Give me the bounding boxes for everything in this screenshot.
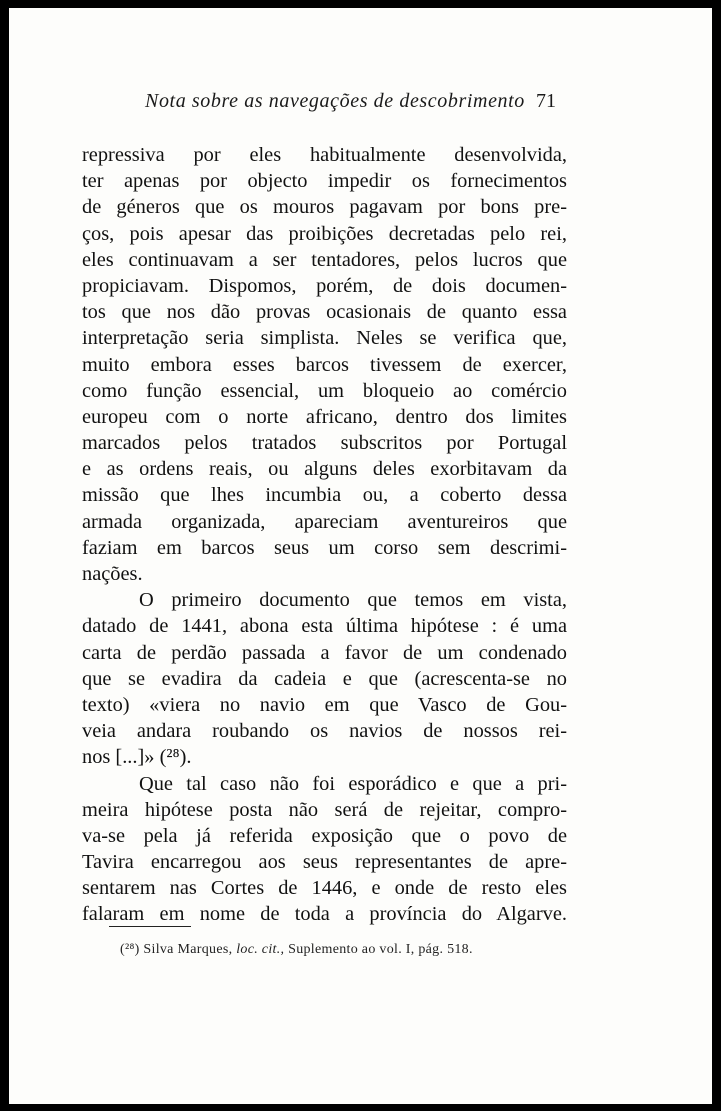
text-line: tos que nos dão provas ocasionais de quanto essa xyxy=(82,301,567,324)
text-line: e as ordens reais, ou alguns deles exorbitavam da xyxy=(82,458,567,481)
footnote-reference: Suplemento ao vol. I, pág. 518. xyxy=(288,942,473,957)
text-line: de géneros que os mouros pagavam por bons pre- xyxy=(82,196,567,219)
text-line: falaram em nome de toda a província do Algarve. xyxy=(82,903,567,926)
running-header xyxy=(9,90,712,120)
text-line: eles continuavam a ser tentadores, pelos lucros que xyxy=(82,248,567,271)
text-line: va-se pela já referida exposição que o povo de xyxy=(82,824,567,847)
text-line: missão que lhes incumbia ou, a coberto dessa xyxy=(82,484,567,507)
footnote xyxy=(120,942,473,958)
text-line: sentarem nas Cortes de 1446, e onde de resto eles xyxy=(82,877,567,900)
text-line: Que tal caso não foi esporádico e que a pri- xyxy=(139,772,567,795)
text-line: faziam em barcos seus um corso sem descrimi- xyxy=(82,536,567,559)
text-line: datado de 1441, abona esta última hipótese : é uma xyxy=(82,615,567,638)
footnote-divider xyxy=(109,926,191,927)
text-line: armada organizada, apareciam aventureiros que xyxy=(82,510,567,533)
text-line: ços, pois apesar das proibições decretadas pelo rei, xyxy=(82,222,567,245)
footnote-marker: (²⁸) xyxy=(120,942,140,957)
text-line: muito embora esses barcos tivessem de exercer, xyxy=(82,353,567,376)
text-line: propiciavam. Dispomos, porém, de dois documen- xyxy=(82,274,567,297)
text-line: veia andara roubando os navios de nossos rei- xyxy=(82,720,567,743)
text-line: europeu com o norte africano, dentro dos limites xyxy=(82,405,567,428)
body-text xyxy=(82,142,567,928)
text-line: marcados pelos tratados subscritos por Portugal xyxy=(82,432,567,455)
text-line: como função essencial, um bloqueio ao comércio xyxy=(82,379,567,402)
text-line: nações. xyxy=(82,563,143,585)
text-line: ter apenas por objecto impedir os fornecimentos xyxy=(82,170,567,193)
text-line: meira hipótese posta não será de rejeitar, compro- xyxy=(82,798,567,821)
text-line: que se evadira da cadeia e que (acrescenta-se no xyxy=(82,667,567,690)
text-line: Tavira encarregou aos seus representantes de apre- xyxy=(82,851,567,874)
footnote-author: Silva Marques, xyxy=(143,942,233,957)
text-line: texto) «viera no navio em que Vasco de Gou- xyxy=(82,693,567,716)
text-line: nos [...]» (²⁸). xyxy=(82,746,192,769)
text-line: interpretação seria simplista. Neles se verifica que, xyxy=(82,327,567,350)
footnote-citation: loc. cit., xyxy=(236,942,285,957)
text-line: O primeiro documento que temos em vista, xyxy=(139,589,567,612)
document-page xyxy=(9,8,712,1104)
page-number: 71 xyxy=(536,90,556,112)
text-line: carta de perdão passada a favor de um condenado xyxy=(82,641,567,664)
running-header-title: Nota sobre as navegações de descobrimento xyxy=(145,90,525,112)
text-line: repressiva por eles habitualmente desenvolvida, xyxy=(82,144,567,166)
